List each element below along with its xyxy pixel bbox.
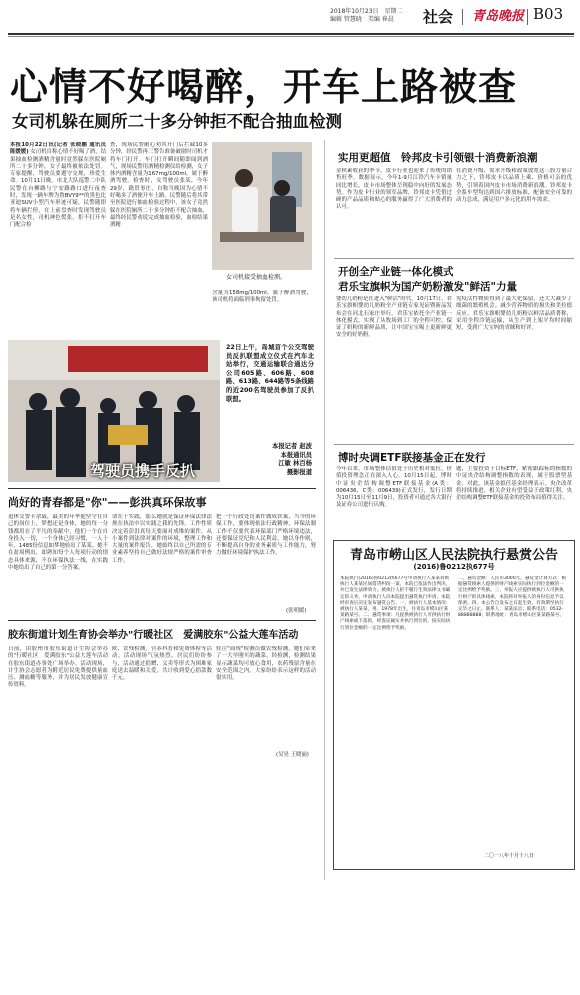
feature-credit-2: 本报通讯员	[280, 451, 312, 459]
article2-column-3	[216, 514, 316, 606]
court-notice-column-1	[340, 576, 452, 860]
feature-credit-1: 本报记者 赵波	[272, 443, 312, 450]
header-rule	[8, 33, 574, 35]
header-meta	[330, 8, 403, 24]
right-story3-title: 博时央调ETF联接基金正在发行	[338, 452, 486, 464]
editor-credit: 编辑 管慧晓 美编 崔晨	[330, 16, 394, 23]
feature-credit-3: 江敏 林百杨	[278, 460, 312, 468]
article2-body-2: 命在于实践，那么她就是保证环保法律法规在执法中以实践之我的先锋。工作性质决定着彭洪真每天要面对成堆的案件，从小案件到法律对案件的环境，整理工作和大量的案件报告，她始终以自己所需的专业素养坚持自己做好法规严格的案件审查工作。	[112, 514, 212, 564]
right-story1-title: 实用更超值 铃邦皮卡引领银十消费新浪潮	[338, 152, 538, 164]
article2-column-1	[8, 514, 108, 614]
article2-column-2	[112, 514, 212, 614]
right-story2-title: 开创全产业链一体化模式	[338, 266, 454, 278]
lead-byline: 本报10月22日讯(记者 张晓鹏 通讯员 陈媛媛)	[10, 142, 106, 156]
header-divider	[527, 9, 528, 25]
right-story2-body-2: 免疫活性物质得到了最大化保留，还大大减少了细菌的繁殖机会。减少营养物质的损失和美拉德反应。君乐宝旗帜婴幼儿奶粉以鲜活品质著称，采用全程冷链运输，从生产到上架平均时间缩短，受到广大宝妈的青睐和好评。	[456, 296, 572, 332]
section-name: 社会	[423, 8, 454, 26]
lead-subhead: 女司机躲在厕所二十多分钟拒不配合抽血检测	[12, 112, 342, 131]
header-rule-thin	[8, 36, 574, 37]
article2-credit: (张明媛)	[286, 608, 307, 614]
blood-test-caption: 女司机接受抽血检测。	[226, 274, 287, 281]
lead-body-1: 女司机自称心情不好喝了酒，结果抽血检测酒精含量时竟然躲在医院厕所二十多分钟，女子最终被依法处罚。专家提醒，驾驶员要遵守交规，珍爱生命。10月11日晚，市北大队巡警二中队民警在台柳路与宁安路路口进行夜查时，发现一辆车牌为鲁BVY9**的黑色比亚迪SUV小型汽车形迹可疑，民警随即将车辆拦停，在上前盘查时发现驾驶员是名女性，司机神色慌张，拒不打开车门配合检	[10, 149, 106, 229]
court-notice-column-2	[458, 576, 568, 846]
article3-body-1: 日前，由胶州市胶东街道计生协会举办的"行暖社区 爱满胶东"公益大莲车活动在胶东街道办事处广场举办。活动现场，计生协会志愿者为附近居民免费提供量血压、测血糖等服务，并为居民发放健康宣传资料。	[8, 646, 108, 689]
right-rule	[334, 258, 574, 259]
article3-title: 胶东街道计划生育协会举办"行暖社区 爱满胶东"公益大莲车活动	[8, 630, 299, 641]
right-story3-body-2: 题，主要投资于目标ETF，紧密跟踪标的指数的中证央企结构调整指数的表现，属于股票型基金。对此，该基金拟任基金经理表示，央企改革将持续推进，相关企业有望受益于政策红利，央企结构调整ETF联接基金的投资布局值得关注。	[456, 466, 572, 502]
article3-credit: (吴昊 王晓丽)	[276, 752, 309, 758]
lead-body-2: 查，现场民警耐心劝其开门后拦截10多分钟，经民警再三警告准备破窗时司机才将车门打开。车门打开瞬间随即闻到酒气，现场民警用酒精检测仪给检测，女子体内酒精含量为167mg/100ml，属于醉酒驾驶。检查时，女驾驶员张某，今年29岁，籍贯枣庄，自称当晚因为心情不好喝多了酒便开车上路。民警随后将其带至医院进行抽血检验过程中，该女子竟然躲在医院厕所二十多分钟拒不配合抽血，最终经民警劝说完成抽血检验，血检结果酒精	[110, 142, 208, 229]
right-story2-column-2	[456, 296, 572, 436]
right-story1-column-1	[336, 168, 452, 252]
lead-body-3: 含量为158mg/100ml，属于醉酒驾驶，该司机将面临刑事拘留处罚。	[212, 290, 312, 304]
article2-body-3: 把一个行政处罚案件做成铁案，当今的环保工作，要体现依法行政精神，环保法制工作不仅要代表环保部门严格环境违法，还要保证党纪和人民利益。她以身作则，不断提高自身的业务素质与工作能力，努力做好环境保护执法工作。	[216, 514, 316, 557]
court-notice-body-2: 二、悬赏金额：人民币3000元。悬赏金计算方式：根据悬赏线索人提供的财产线索实际执行到位金额的一定比例给予奖励。三、举报人应提供被执行人可供执行财产的具体线索，本院将对举报人的身份信息予以保密。四、本公告自发布之日起生效，有效期至执行完毕之日止。联系人：某某法官；联系电话：0532-88888888；联系地址：青岛市崂山区某某路某号。	[458, 576, 567, 619]
article2-body-1: 退休交警卡余载，最美的年华他坚守在自己的岗位上，梦想还是身体，她的每一分钱都用在了平凡的奉献中，他们一个在自身投入一切，一个身体已经习惯，一人十年，1485份信息如梦地验出了某某。她不在盆周例出，却熟知每个人每项行动的情态具体来源，不在环保执法一线，在实践中她给出了自己的第一分答案。	[8, 514, 108, 572]
court-notice-number: (2016)鲁0212执677号	[413, 563, 495, 571]
column-divider	[324, 140, 325, 880]
right-story2-column-1	[336, 296, 452, 436]
article3-column-3	[216, 646, 316, 746]
article3-body-2: 欧、农残检测，营养科普和免费体检等活动。活动现场气氛热烈，居民们纷纷参与，活动通过捐赠、义卖等形式为困难家庭送去温暖和关爱，共计收到爱心捐款数千元。	[112, 646, 212, 682]
court-notice-date: 二〇一八年十月十八日	[484, 853, 535, 859]
photo-overlay-title: 驾驶员携手反扒	[90, 462, 196, 480]
blood-test-photo	[212, 142, 312, 270]
right-story1-column-2	[456, 168, 572, 252]
header-divider	[462, 9, 463, 25]
court-notice-title: 青岛市崂山区人民法院执行悬赏公告	[349, 548, 558, 563]
page-number: B03	[533, 5, 564, 23]
lead-headline: 心情不好喝醉，开车上路被查	[10, 65, 518, 109]
issue-date: 2018年10月23日 星期二	[330, 8, 403, 15]
court-notice-body-1: 本院执行(2016)鲁0212执677号申请执行人某某诉被执行人某某民间借贷纠纷一案，本院已依法作出判决，并已发生法律效力。被执行人拒不履行生效法律文书确定的义务，申请执行人向本院提出悬赏执行申请，本院经审查后决定发布悬赏公告。一、被执行人基本情况：被执行人某某，男，1978年出生，住青岛市崂山区某某路某号。二、悬赏事项：凡提供被执行人可供执行财产线索或下落的，经查证属实并执行到位的，按实际执行到位金额的一定比例给予奖励。	[340, 576, 451, 631]
lead-column-3	[212, 290, 312, 338]
section-rule	[8, 620, 316, 621]
right-rule	[334, 444, 574, 445]
right-story3-column-1	[336, 466, 452, 532]
feature-credit-4: 摄影报道	[286, 468, 312, 476]
right-story3-body-1: 今年以来，市场整体估值处于历史相对低位，价值投资理念正在深入人心。10月15日起，博时中证央企结构调整ETF联接基金(A类：006436，C类：006439)正式发行，发行日期为10月15日至11月9日，投资者可通过各大银行及证券公司进行认购。	[336, 466, 452, 509]
right-story2-subtitle: 君乐宝旗帜为国产奶粉激发"鲜活"力量	[338, 281, 517, 293]
newspaper-logo: 青岛晚报	[472, 9, 525, 24]
article3-column-1	[8, 646, 108, 756]
right-story1-body-1: 金秋素收获的季节，皮卡行业也迎来了传统的销售旺季。数据显示，今年1-9月江铃汽车卡销量同比增长，皮卡市场整体呈现稳中向好的发展态势。作为皮卡行业的领军品牌，铃邦皮卡凭借过硬的产品品质和贴心的服务赢得了广大消费者的认可。	[336, 168, 452, 211]
article3-column-2	[112, 646, 212, 756]
feature-side-text	[226, 344, 314, 454]
lead-column-2	[110, 142, 208, 338]
feature-credits	[232, 443, 312, 477]
right-story2-body-1: 婴幼儿奶粉是在进入"鲜活"时代。10月17日，君乐宝旗帜婴幼儿奶粉全产业链专家见证暨新品发布会在河北石家庄举行。君乐宝依托全产业链一体化模式，实现了从牧场到工厂的全程可控，保证了奶粉的新鲜品质，让中国宝宝喝上更新鲜更安全的好奶粉。	[336, 296, 452, 339]
right-story3-column-2	[456, 466, 572, 532]
feature-body: 22日上午，岛城首个公交驾驶员反扒联盟成立仪式在汽车北站举行，交通运输联合通达分公司605路、606路、608路、613路、644路等5条线路的近200名驾驶员参加了反扒联盟。	[226, 344, 314, 403]
right-story1-body-2: 在消费升级、需求升级和政策放宽这三股力量合力之下，铃邦皮卡以品质上乘、价格可亲的优势，引领着国内皮卡市场消费新浪潮。铃邦皮卡全系车型均达到国六排放标准，配备安全可靠的动力总成，满足用户多元化的用车需求。	[456, 168, 572, 204]
article2-title: 尚好的青春都是"你"——彭洪真环保故事	[8, 496, 207, 509]
section-rule	[8, 488, 316, 489]
lead-column-1	[10, 142, 106, 338]
article3-body-3: 娃注"面现"检测员做农残检测，她们带来了一大早刚买的蔬菜，经检测，检测结果显示蔬菜均可放心食用，农药残留含量在安全范围之内。大家纷纷表示这样的活动很实用。	[216, 646, 316, 682]
